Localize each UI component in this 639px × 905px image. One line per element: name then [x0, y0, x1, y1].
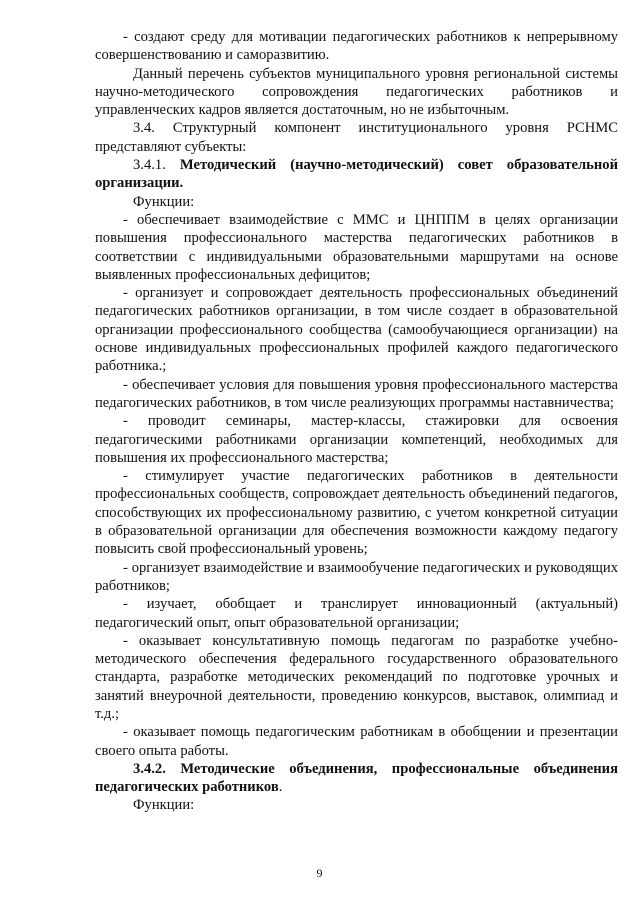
functions-label-1: Функции: — [133, 193, 195, 210]
list-item-7: - изучает, обобщает и транслирует инновационный (актуальный) педагогический опыт, опыт образовательной организации; — [95, 596, 618, 631]
list-item-5: - стимулирует участие педагогических работников в деятельности профессиональных сообществ, сопровождает деятельность объединений педагогов, способствующих их профессиональному развитию, с учетом конкретной ситуации в образовательной организации для обеспечения возможности каждому педагогу повысить свой профессиональный уровень; — [95, 468, 618, 558]
list-item-3: - обеспечивает условия для повышения уровня профессионального мастерства педагогических работников, в том числе реализующих программы наставничества; — [95, 376, 618, 411]
heading-3-4-2 — [95, 760, 618, 797]
heading-3-4-1 — [95, 156, 618, 193]
list-item-6: - организует взаимодействие и взаимообучение педагогических и руководящих работников; — [95, 559, 618, 594]
heading-3-4-2-title: 3.4.2. Методические объединения, профессиональные объединения педагогических работников — [95, 760, 618, 796]
list-item-4: - проводит семинары, мастер-классы, стажировки для освоения педагогическими работниками организации компетенций, необходимых для повышения их профессионального мастерства; — [95, 413, 618, 466]
heading-3-4-1-title: Методический (научно-методический) совет образовательной организации. — [95, 157, 618, 192]
heading-3-4-2-tail: . — [278, 779, 283, 796]
paragraph-motivation: - создают среду для мотивации педагогических работников к непрерывному совершенствованию и саморазвитию. — [95, 29, 618, 64]
list-item-8: - оказывает консультативную помощь педагогам по разработке учебно-методического обеспечения федерального государственного образовательного стандарта, разработке методических рекомендаций по подготовке урочных и занятий внеурочной деятельности, проведению конкурсов, выставок, олимпиад и т.д.; — [95, 632, 618, 722]
paragraph-subjects-sufficient: Данный перечень субъектов муниципального уровня региональной системы научно-методического сопровождения педагогических работников и управленческих кадров является достаточным, но не избыточным. — [95, 65, 618, 119]
list-item-2: - организует и сопровождает деятельность профессиональных объединений педагогических работников организации, в том числе создает в образовательной организации профессионального сообщества (самообучающиеся организации) на основе индивидуальных профессиональных профилей каждого педагогического работника.; — [95, 285, 618, 375]
list-item-9: - оказывает помощь педагогическим работникам в обобщении и презентации своего опыта работы. — [95, 724, 618, 759]
page-number: 9 — [316, 866, 323, 880]
page-body — [95, 28, 618, 815]
heading-3-4-1-number: 3.4.1. — [133, 157, 180, 174]
functions-label-2: Функции: — [133, 797, 195, 814]
list-item-1: - обеспечивает взаимодействие с ММС и ЦНППМ в целях организации повышения профессионального мастерства педагогических работников в соответствии с индивидуальными образовательными маршрутами на основе выявленных профессиональных дефицитов; — [95, 211, 618, 283]
paragraph-section-3-4: 3.4. Структурный компонент институционального уровня РСНМС представляют субъекты: — [95, 120, 618, 155]
